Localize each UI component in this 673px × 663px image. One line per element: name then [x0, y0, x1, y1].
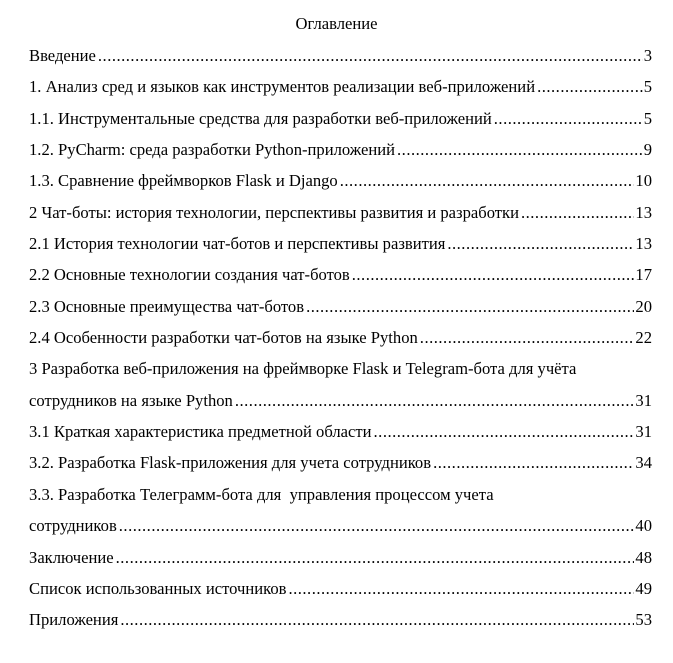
toc-dot-leader [288, 578, 634, 600]
toc-entry-text: сотрудников на языке Python [29, 390, 233, 410]
toc-entry-text: 2 Чат-боты: история технологии, перспективы развития и разработки [29, 202, 519, 222]
toc-entry-text: 2.3 Основные преимущества чат-ботов [29, 296, 305, 316]
toc-entry-chapter-1[interactable] [29, 76, 652, 107]
toc-page-number: 10 [635, 171, 652, 191]
toc-entry-section-2-4[interactable] [29, 327, 652, 358]
toc-page-number: 48 [635, 547, 652, 567]
toc-title: Оглавление [295, 14, 378, 33]
toc-entry-section-2-1[interactable] [29, 233, 652, 264]
toc-entry-section-2-2[interactable] [29, 264, 652, 295]
toc-entry-text: 2.4 Особенности разработки чат-ботов на языке Python [29, 328, 418, 348]
toc-entry-text: 3.1 Краткая характеристика предметной области [29, 422, 372, 442]
toc-page-number: 3 [643, 46, 652, 65]
toc-entry-text: 1.1. Инструментальные средства для разработки веб-приложений [29, 108, 492, 128]
toc-entry-chapter-3[interactable] [29, 390, 652, 421]
toc-page-number: 53 [635, 610, 652, 630]
toc-page-number: 31 [635, 422, 652, 442]
toc-page-number: 34 [635, 453, 652, 473]
toc-page-number: 13 [635, 234, 652, 254]
toc-entry-introduction[interactable] [29, 45, 652, 76]
toc-entry-section-3-3-line-1[interactable] [29, 484, 652, 515]
toc-dot-leader [397, 139, 643, 161]
table-of-contents [29, 45, 652, 641]
toc-dot-leader [340, 170, 635, 192]
toc-entry-section-3-1[interactable] [29, 421, 652, 452]
toc-entry-text: сотрудников [29, 516, 117, 536]
toc-entry-text: Введение [29, 46, 96, 65]
toc-dot-leader [420, 327, 635, 349]
toc-entry-text: 1. Анализ сред и языков как инструментов реализации веб-приложений [29, 77, 536, 97]
toc-dot-leader [537, 76, 643, 98]
toc-page-number: 17 [635, 265, 652, 285]
toc-entry-text: 3.2. Разработка Flask-приложения для учета сотрудников [29, 453, 432, 473]
toc-entry-section-1-1[interactable] [29, 108, 652, 139]
toc-page-number: 49 [635, 578, 652, 598]
toc-entry-section-1-2[interactable] [29, 139, 652, 170]
toc-entry-section-3-3[interactable] [29, 515, 652, 546]
toc-dot-leader [494, 108, 643, 130]
toc-dot-leader [235, 390, 635, 412]
toc-page-number: 5 [643, 108, 652, 128]
toc-entry-text: 2.1 История технологии чат-ботов и перспективы развития [29, 234, 446, 254]
toc-page-number: 9 [643, 140, 652, 160]
toc-page-number: 5 [643, 77, 652, 97]
toc-dot-leader [120, 609, 634, 631]
toc-page-number: 13 [635, 202, 652, 222]
toc-dot-leader [352, 264, 635, 286]
toc-entry-section-2-3[interactable] [29, 296, 652, 327]
toc-entry-section-3-2[interactable] [29, 452, 652, 483]
toc-entry-text: 1.3. Сравнение фреймворков Flask и Django [29, 171, 338, 191]
toc-entry-text: 3 Разработка веб-приложения на фреймворке Flask и Telegram-бота для учёта [29, 359, 577, 379]
toc-dot-leader [374, 421, 635, 443]
toc-entry-appendices[interactable] [29, 609, 652, 640]
toc-entry-text: 1.2. PyCharm: среда разработки Python-приложений [29, 140, 396, 160]
toc-dot-leader [447, 233, 634, 255]
toc-entry-text: 3.3. Разработка Телеграмм-бота для управления процессом учета [29, 484, 494, 504]
toc-dot-leader [521, 202, 634, 224]
toc-entry-text: 2.2 Основные технологии создания чат-ботов [29, 265, 350, 285]
toc-dot-leader [306, 296, 634, 318]
toc-dot-leader [119, 515, 635, 537]
toc-entry-text: Список использованных источников [29, 578, 287, 598]
toc-page-number: 20 [635, 296, 652, 316]
toc-dot-leader [98, 45, 643, 67]
toc-page-number: 31 [635, 390, 652, 410]
toc-entry-section-1-3[interactable] [29, 170, 652, 201]
toc-dot-leader [116, 547, 635, 569]
toc-entry-text: Заключение [29, 547, 114, 567]
toc-page-number: 40 [635, 516, 652, 536]
toc-entry-references[interactable] [29, 578, 652, 609]
toc-entry-chapter-2[interactable] [29, 202, 652, 233]
toc-entry-conclusion[interactable] [29, 547, 652, 578]
toc-entry-text: Приложения [29, 610, 119, 630]
toc-entry-chapter-3-line-1[interactable] [29, 358, 652, 389]
toc-dot-leader [433, 452, 634, 474]
toc-page-number: 22 [635, 328, 652, 348]
